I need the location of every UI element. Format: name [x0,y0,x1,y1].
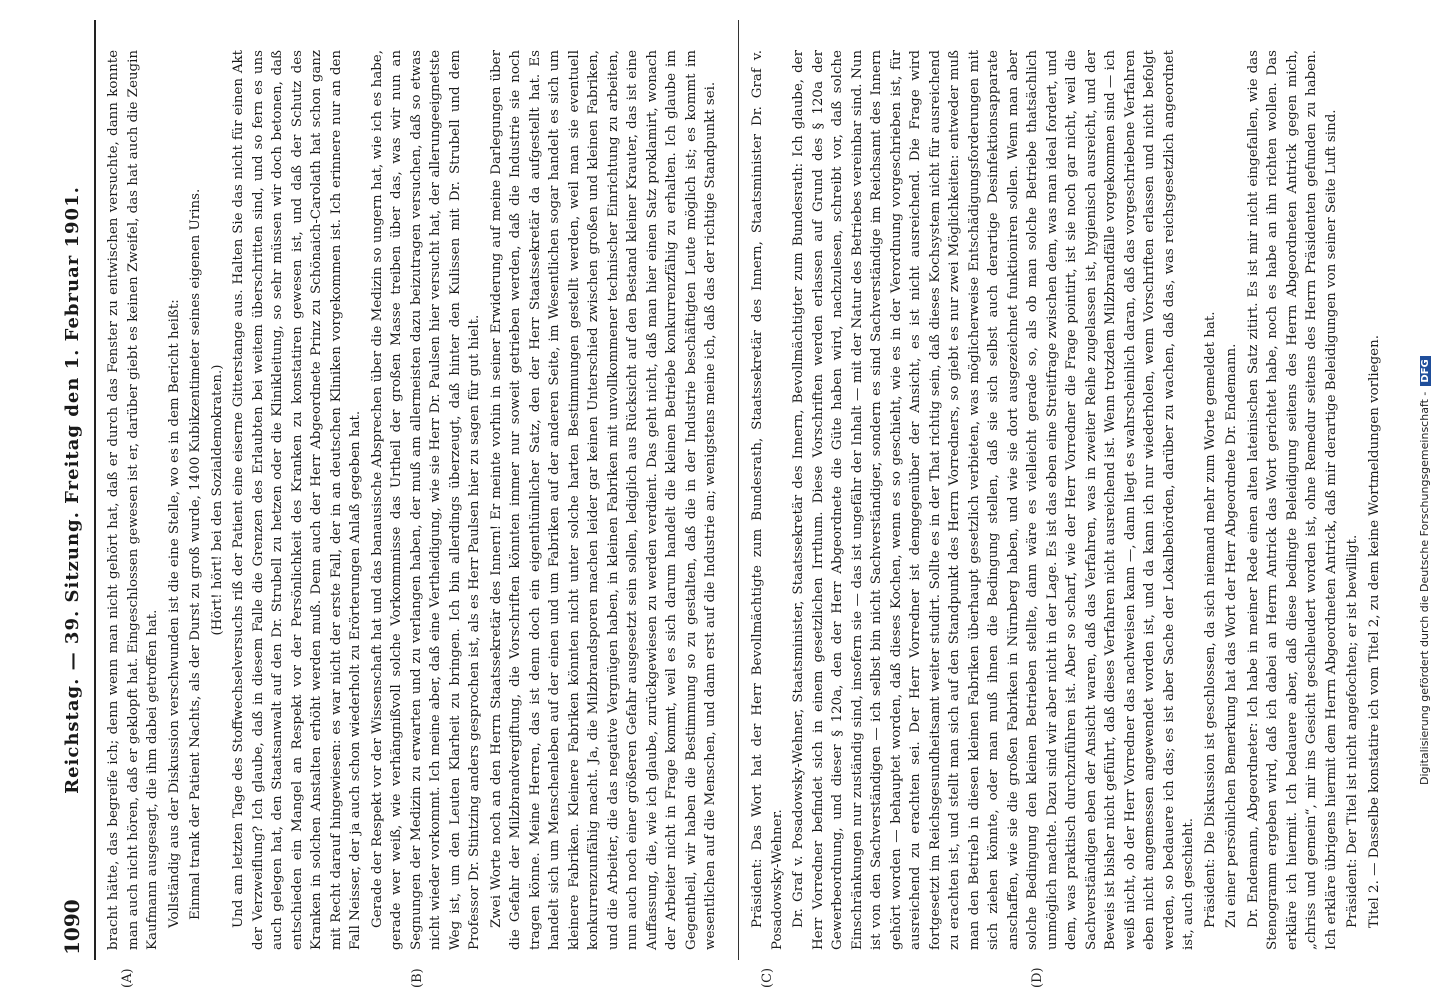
interjection: (Hört! hört! bei den Sozialdemokraten.) [209,364,225,636]
credit-text: Digitalisierung gefördert durch die Deutsche Forschungsgemeinschaft - [1418,391,1431,785]
page-number: 1090 [60,899,84,955]
dfg-logo: DFG [1420,356,1431,385]
column-divider [738,20,739,960]
quoted-passage: Einmal trank der Patient Nachts, als der Durst zu groß wurde, 1400 Kubikzentimeter seines eigenen Urins. [188,188,203,920]
paragraph: Dr. Endemann, Abgeordneter: Ich habe in meiner Rede einen alten lateinischen Satz zitirt. Es ist mir nicht eingefallen, wie das Stenogramm ergeben wird, daß ich dabei an Herrn Antrick das Wort gerichtet habe, noch es habe an ihn richten wollen. Das erkläre ich hiermit. Ich bedauere aber, daß diese bedingte Beleidigung seitens des Herrn Abgeordneten Antrick gegen mich, „chriss und gemein“, mir ins Gesicht geschleudert worden ist, ohne Remedur seitens des Herrn Präsidenten gefunden zu haben. Ich erkläre übrigens hiermit dem Herrn Abgeordneten Antrick, daß mir derartige Beleidigungen von seiner Seite Luft sind. [1245,50,1339,950]
margin-mark-a: (A) [120,968,135,988]
header-rule [94,20,96,960]
page-header [58,20,92,960]
digitization-credit [1418,0,1434,1000]
paragraph: Dr. Graf v. Posadowsky-Wehner, Staatsminister, Staatssekretär des Innern, Bevollmächtigter zum Bundesrath: Ich glaube, der Herr Vorredner befindet sich in einem gesetzlichen Irrthum. Diese Vorschriften werden erlassen auf Grund des § 120a der Gewerbeordnung, und dieser § 120a, den der Herr Abgeordnete die Güte haben wird, nachzulesen, schreibt vor, daß solche Einschränkungen nur zuständig sind, insofern sie — das ist ungefähr der Inhalt — mit der Natur des Betriebes vereinbar sind. Nun ist von den Sachverständigen — ich selbst bin nicht Sachverständiger, sondern es sind Sachverständige im Reichsamt des Innern gehört worden — behauptet worden, daß dieses Kochen, wenn es so geschieht, wie es in der Verordnung vorgeschrieben ist, für ausreichend zu erachten sei. Der Herr Vorredner ist demgegenüber der Ansicht, es ist nicht ausreichend. Die Frage wird fortgesetzt im Reichsgesundheitsamt weiter studirt. Sollte es in der That richtig sein, daß dieses Kochsystem nicht für ausreichend zu erachten ist, und stellt man sich auf den Standpunkt des Herrn Vorredners, so giebt es nur zwei Möglichkeiten: entweder muß man den Betrieb in diesen kleinen Fabriken überhaupt gesetzlich verbieten, was möglicherweise Entschädigungsforderungen mit sich ziehen könnte, oder man muß ihnen die Bedingung stellen, daß sie sich selbst auch derartige Desinfektionsapparate anschaffen, wie sie die großen Fabriken in Nürnberg haben, und wie sie dort ausgezeichnet funktioniren sollen. Wenn man aber solche Bedingung den kleinen Betrieben stellte, dann wäre es vielleicht gerade so, als ob man solche Betriebe thatsächlich unmöglich machte. Dazu sind wir aber nicht in der Lage. Es ist das eben eine Streitfrage zwischen dem, was man ideal fordert, und dem, was praktisch durchzuführen ist. Aber so scharf, wie der Herr Vorredner die Frage pointirt, ist sie noch gar nicht, weil die Sachverständigen eben der Ansicht waren, daß das Verfahren, was in zweiter Reihe zugelassen ist, hygienisch ausreicht, und der Beweis ist bisher nicht geführt, daß dieses Verfahren nicht ausreichend ist. Wenn trotzdem Milzbrandfälle vorgekommen sind — ich weiß nicht, ob der Herr Vorredner das nachweisen kann —, dann liegt es wahrscheinlich daran, daß das vorgeschriebene Verfahren eben nicht angemessen angewendet worden ist, und da kann ich nur wiederholen, wenn Vorschriften erlassen und nicht befolgt werden, so bedauere ich das; es ist aber Sache der Lokalbehörden, darüber zu wachen, daß das, was reichsgesetzlich angeordnet ist, auch geschieht. [791,50,1196,950]
running-title: Reichstag. — 39. Sitzung. Freitag den 1. Februar 1901. [62,186,83,794]
paragraph: Präsident: Das Wort hat der Herr Bevollmächtigte zum Bundesrath, Staatssekretär des Innern, Staatsminister Dr. Graf v. Posadowsky-Wehner. [750,50,785,950]
paragraph: Präsident: Der Titel ist nicht angefochten; er ist bewilligt. [1345,534,1360,928]
margin-mark-b: (B) [410,968,425,988]
left-column [104,50,734,950]
margin-mark-d: (D) [1030,967,1045,988]
paragraph: Und am letzten Tage des Stoffwechselversuchs riß der Patient eine eiserne Gitterstange aus. Halten Sie das nicht für einen Akt der Verzweiflung? Ich glaube, daß in diesem Falle die Grenzen des Erlaubten bei weitem überschritten sind, und so fern es uns auch gelegen hat, den Staatsanwalt auf den Dr. Strubell zu hetzen oder die Klinikleitung, so sehr müssen wir doch betonen, daß entschieden ein Mangel an Respekt vor der Persönlichkeit des Kranken zu konstatiren gewesen ist, und daß der Schutz des Kranken in solchen Anstalten erhöht werden muß. Denn auch der Herr Abgeordnete Prinz zu Schönaich-Carolath hat schon ganz mit Recht darauf hingewiesen: es war nicht der erste Fall, der in an deutschen Kliniken vorgekommen ist. Ich erinnere nur an den Fall Neisser, der ja auch schon wiederholt zu Erörterungen Anlaß gegeben hat. [231,50,363,950]
paragraph: Gerade der Respekt vor der Wissenschaft hat und das banausische Absprechen über die Medizin so ungern hat, wie ich es habe, gerade wer weiß, wie verhängnißvoll solche Vorkommnisse das Urtheil der großen Masse treiben über das, was wir nun an Segnungen der Medizin zu erwarten und zu verlangen haben, der muß am allermeisten dazu beizutragen versuchen, daß so etwas nicht wieder vorkommt. Ich meine aber, daß eine Vertheidigung, wie sie Herr Dr. Paulsen hier versucht hat, der allerungeeignetste Weg ist, um den Leuten Klarheit zu bringen. Ich bin allerdings überzeugt, daß hinter den Kulissen mit Dr. Strubell und dem Professor Dr. Stintzing anders gesprochen ist, als es Herr Paulsen hier zu sagen für gut hielt. [369,50,482,950]
paragraph: Titel 2. — Dasselbe konstatire ich vom Titel 2, zu dem keine Wortmeldungen vorliegen. [1366,335,1382,928]
paragraph: Zwei Worte noch an den Herrn Staatssekretär des Innern! Er meinte vorhin in seiner Erwiderung auf meine Darlegungen über die Gefahr der Milzbrandvergiftung, die Vorschriften könnten immer nur soweit getrieben werden, daß die Industrie sie noch tragen könne. Meine Herren, das ist denn doch ein eigenthümlicher Satz, den der Herr Staatssekretär da aufgestellt hat. Es handelt sich um Menschenleben auf der einen und um Fabriken auf der anderen Seite, im Wesentlichen sogar handelt es sich um kleinere Fabriken. Kleinere Fabriken könnten nicht unter solche harten Bestimmungen gestellt werden, weil man sie eventuell konkurrenzunfähig macht. Ja, die Milzbrandsporen machen leider gar keinen Unterschied zwischen großen und kleinen Fabriken, und die Arbeiter, die das negative Vergnügen haben, in kleinen Fabriken mit unvollkommener technischer Einrichtung zu arbeiten, nun auch noch einer größeren Gefahr ausgesetzt sein sollen, lediglich aus Rücksicht auf den Bestand kleiner Krauter, das ist eine Auffassung, die, wie ich glaube, zurückgewiesen zu werden verdient. Das geht nicht, daß man hier einen Satz proklamirt, wonach der Arbeiter nicht in Frage kommt, weil es sich darum handelt die kleinen Betriebe konkurrenzfähig zu erhalten. Ich glaube im Gegentheil, wir haben die Bestimmung so zu gestalten, daß die in der Industrie beschäftigten Leute möglich ist; es kommt im wesentlichen auf die Menschen, und dann erst auf die Industrie an; wenigstens meine ich, daß das der richtige Standpunkt sei. [488,50,718,950]
margin-mark-c: (C) [760,967,775,988]
paragraph: Zu einer persönlichen Bemerkung hat das Wort der Herr Abgeordnete Dr. Endemann. [1224,343,1239,928]
paragraph: Vollständig aus der Diskussion verschwunden ist die eine Stelle, wo es in dem Bericht heißt: [166,299,182,928]
paragraph: Präsident: Die Diskussion ist geschlossen, da sich niemand mehr zum Worte gemeldet hat. [1202,311,1218,928]
paragraph: bracht hätte, das begreife ich; denn wenn man nicht gehört hat, daß er durch das Fenster zu entwischen versuchte, dann konnte man auch nicht hören, daß er geklopft hat. Eingeschlossen gewesen ist er, darüber giebt es keinen Zweifel, das hat auch die Zeugin Kaufmann ausgesagt, die ihm dabei getroffen hat. [106,50,160,950]
right-column [748,50,1382,950]
